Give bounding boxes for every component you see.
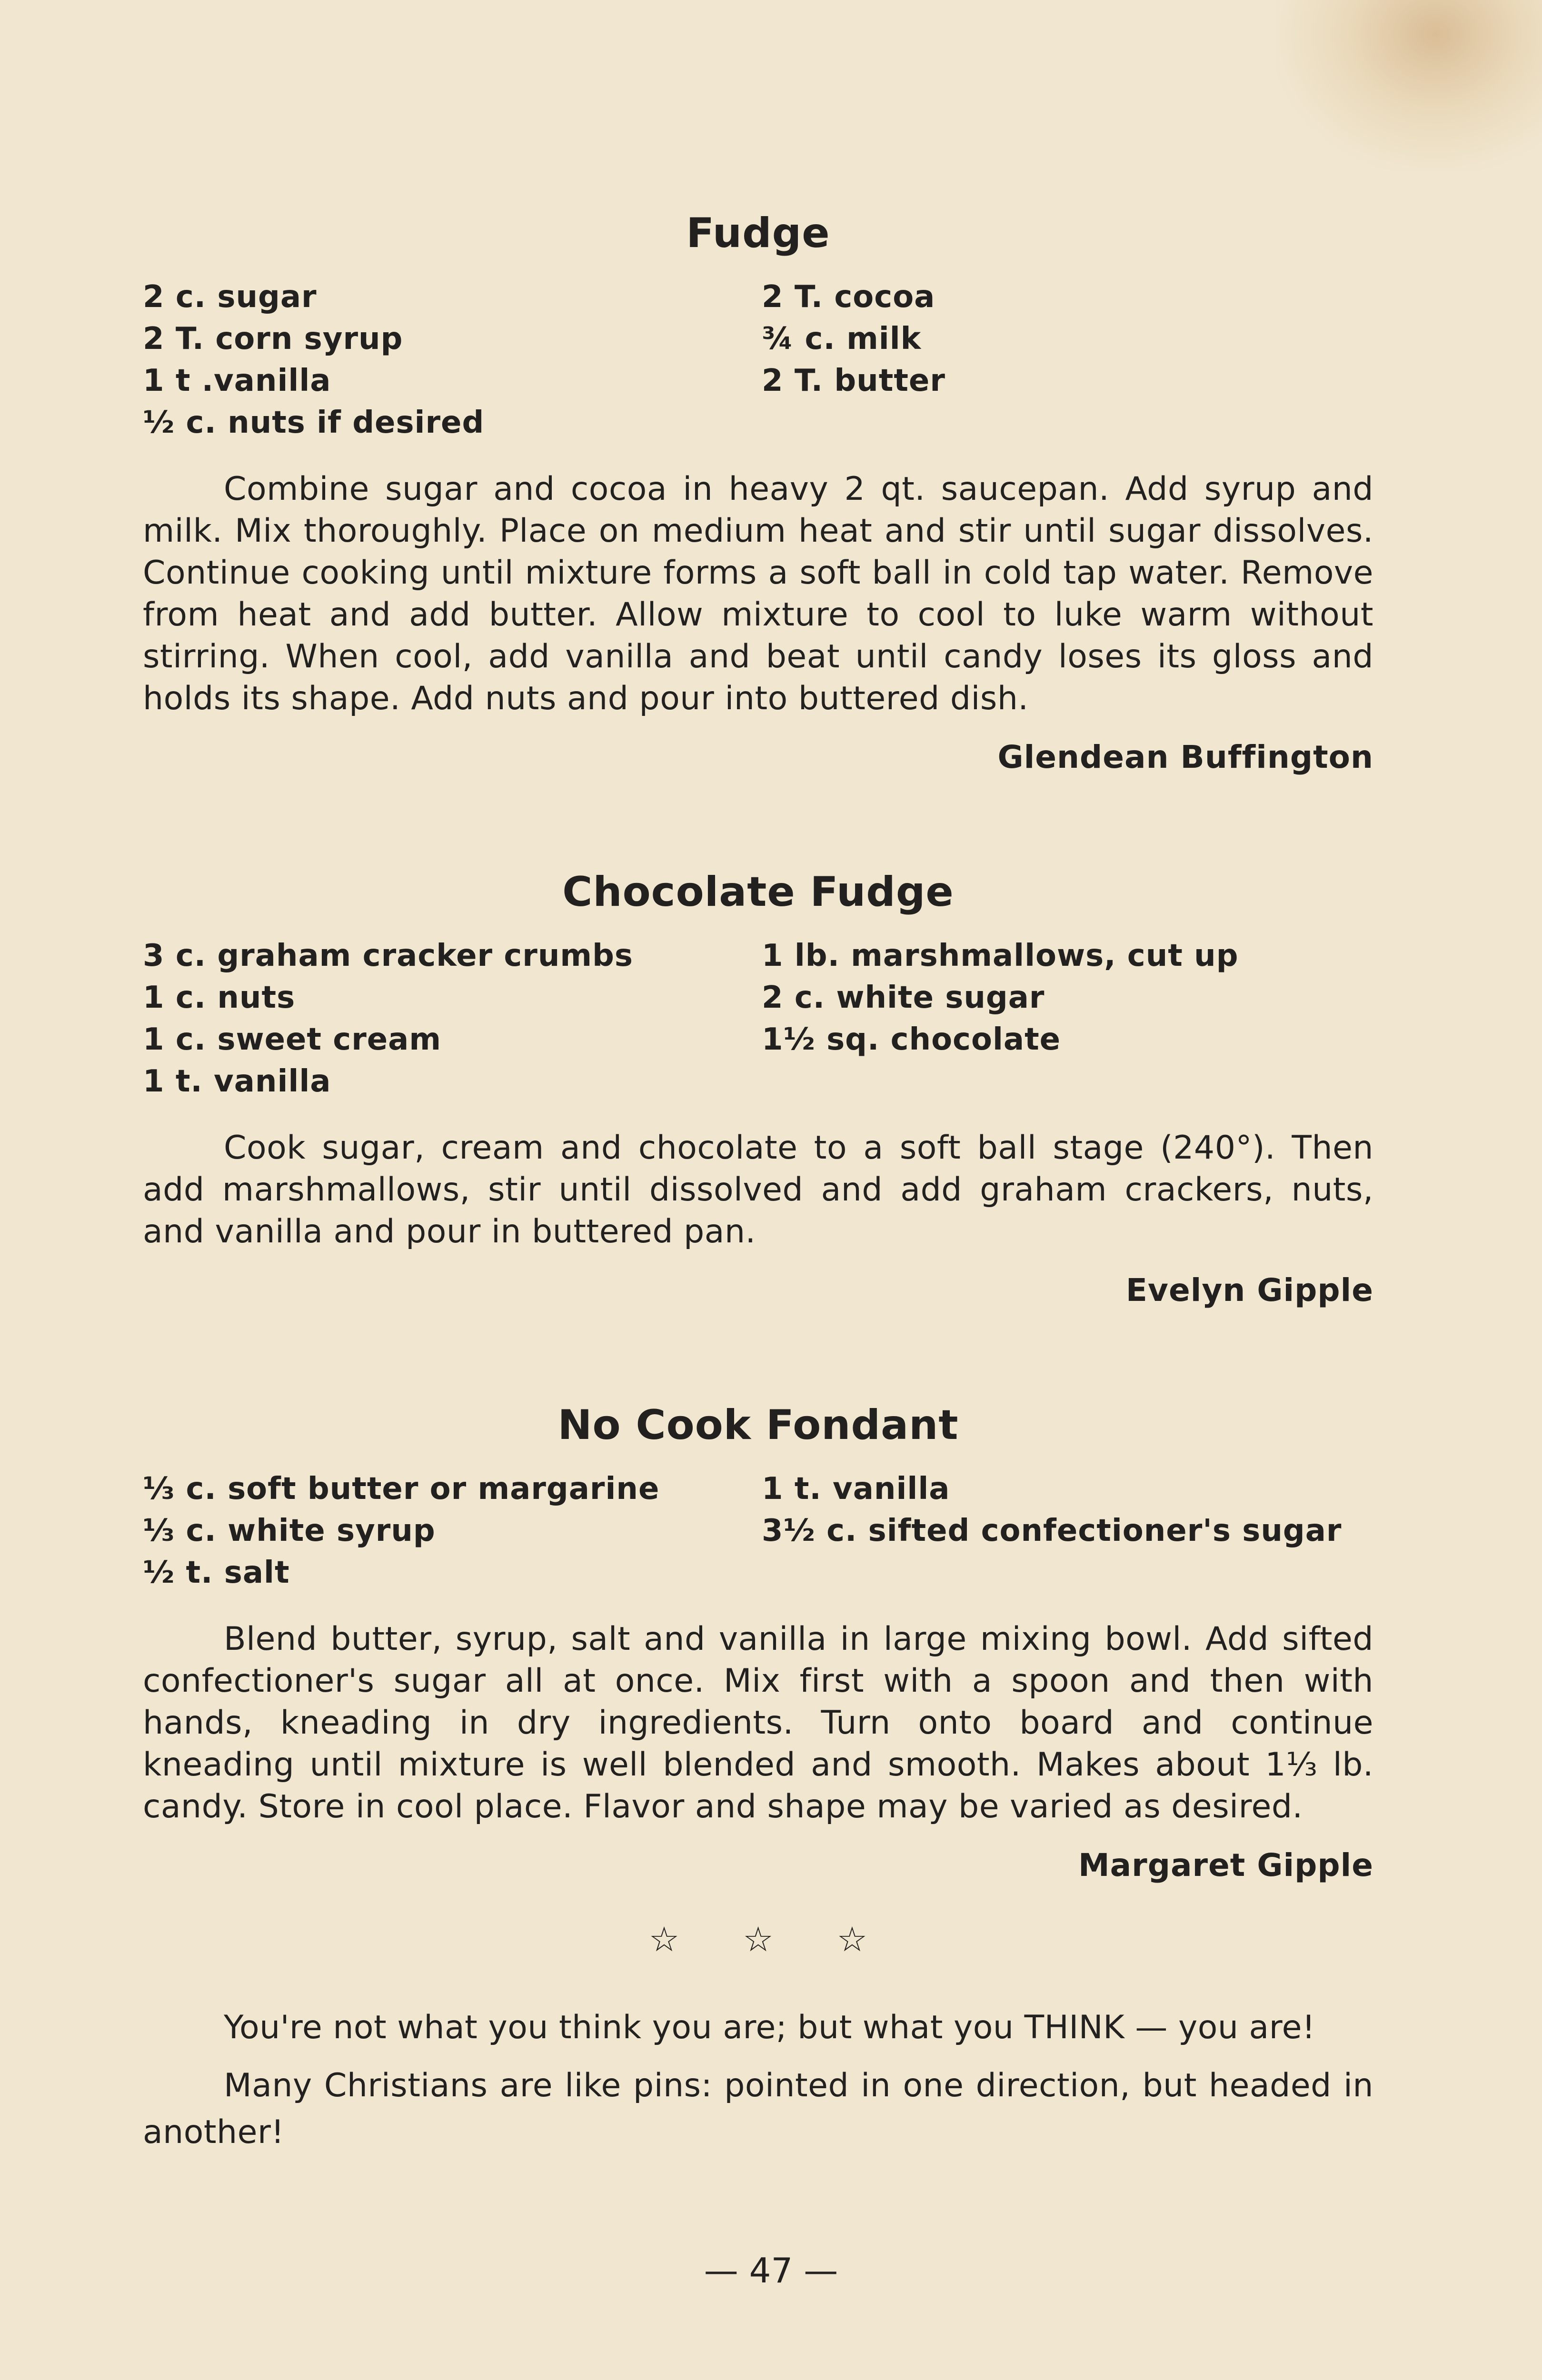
ingredient-list [143, 276, 1373, 444]
ingredient: ½ c. nuts if desired [143, 405, 485, 440]
ingredient: ¾ c. milk [762, 321, 922, 357]
ingredient-column-right [762, 276, 1373, 444]
ingredient: 2 c. sugar [143, 279, 317, 315]
ingredient: 2 T. cocoa [762, 279, 935, 315]
ingredient: 1 t. vanilla [143, 1064, 331, 1099]
recipe-page [143, 209, 1373, 2156]
star-icon: ☆ [743, 1919, 774, 1959]
ingredient: 2 T. corn syrup [143, 321, 403, 357]
ingredient: ⅓ c. soft butter or margarine [143, 1471, 660, 1507]
quote: Many Christians are like pins: pointed in one direction, but headed in another! [143, 2067, 1373, 2151]
recipe-author: Margaret Gipple [1078, 1847, 1373, 1884]
ingredient: ⅓ c. white syrup [143, 1513, 436, 1548]
quote: You're not what you think you are; but what you THINK — you are! [224, 2009, 1315, 2046]
recipe-method: Combine sugar and cocoa in heavy 2 qt. saucepan. Add syrup and milk. Mix thoroughly. Place on medium heat and stir until sugar dissolves. Continue cooking until mixture forms a soft ball in cold tap water. Remove from heat and add butter. Allow mixture to cool to luke warm without stirring. When cool, add vanilla and beat until candy loses its gloss and holds its shape. Add nuts and pour into buttered dish. [143, 470, 1373, 717]
ingredient: 2 T. butter [762, 363, 945, 398]
ingredient-list [143, 935, 1373, 1102]
ingredient: 1 c. sweet cream [143, 1022, 442, 1057]
ingredient: ½ t. salt [143, 1555, 290, 1590]
star-divider [143, 1919, 1373, 1959]
ingredient-column-right [762, 935, 1373, 1102]
star-icon: ☆ [648, 1919, 680, 1959]
ingredient: 1 c. nuts [143, 980, 296, 1015]
ingredient: 3 c. graham cracker crumbs [143, 938, 633, 973]
recipe-chocolate-fudge [143, 868, 1373, 1309]
ingredient: 1 t. vanilla [762, 1471, 950, 1507]
recipe-no-cook-fondant [143, 1401, 1373, 1884]
ingredient-column-left [143, 935, 762, 1102]
recipe-author: Evelyn Gipple [1125, 1272, 1373, 1309]
ingredient: 1 t .vanilla [143, 363, 331, 398]
recipe-title: No Cook Fondant [557, 1401, 959, 1449]
ingredient-column-left [143, 1468, 762, 1594]
ingredient: 3½ c. sifted confectioner's sugar [762, 1513, 1342, 1548]
ingredient-column-left [143, 276, 762, 444]
star-icon: ☆ [836, 1919, 868, 1959]
ingredient-column-right [762, 1468, 1373, 1594]
recipe-method: Blend butter, syrup, salt and vanilla in large mixing bowl. Add sifted confectioner's sugar all at once. Mix first with a spoon and then with hands, kneading in dry ingredients. Turn onto board and continue kneading until mixture is well blended and smooth. Makes about 1⅓ lb. candy. Store in cool place. Flavor and shape may be varied as desired. [143, 1620, 1373, 1825]
ingredient-list [143, 1468, 1373, 1594]
recipe-fudge [143, 209, 1373, 775]
ingredient: 1 lb. marshmallows, cut up [762, 938, 1239, 973]
recipe-method: Cook sugar, cream and chocolate to a soft ball stage (240°). Then add marshmallows, stir until dissolved and add graham crackers, nuts, and vanilla and pour in buttered pan. [143, 1129, 1373, 1250]
recipe-author: Glendean Buffington [997, 739, 1373, 775]
paper-stain [1275, 0, 1542, 171]
recipe-title: Chocolate Fudge [562, 868, 954, 916]
recipe-title: Fudge [686, 209, 830, 257]
ingredient: 1½ sq. chocolate [762, 1022, 1061, 1057]
ingredient: 2 c. white sugar [762, 980, 1045, 1015]
page-number: — 47 — [704, 2251, 838, 2291]
